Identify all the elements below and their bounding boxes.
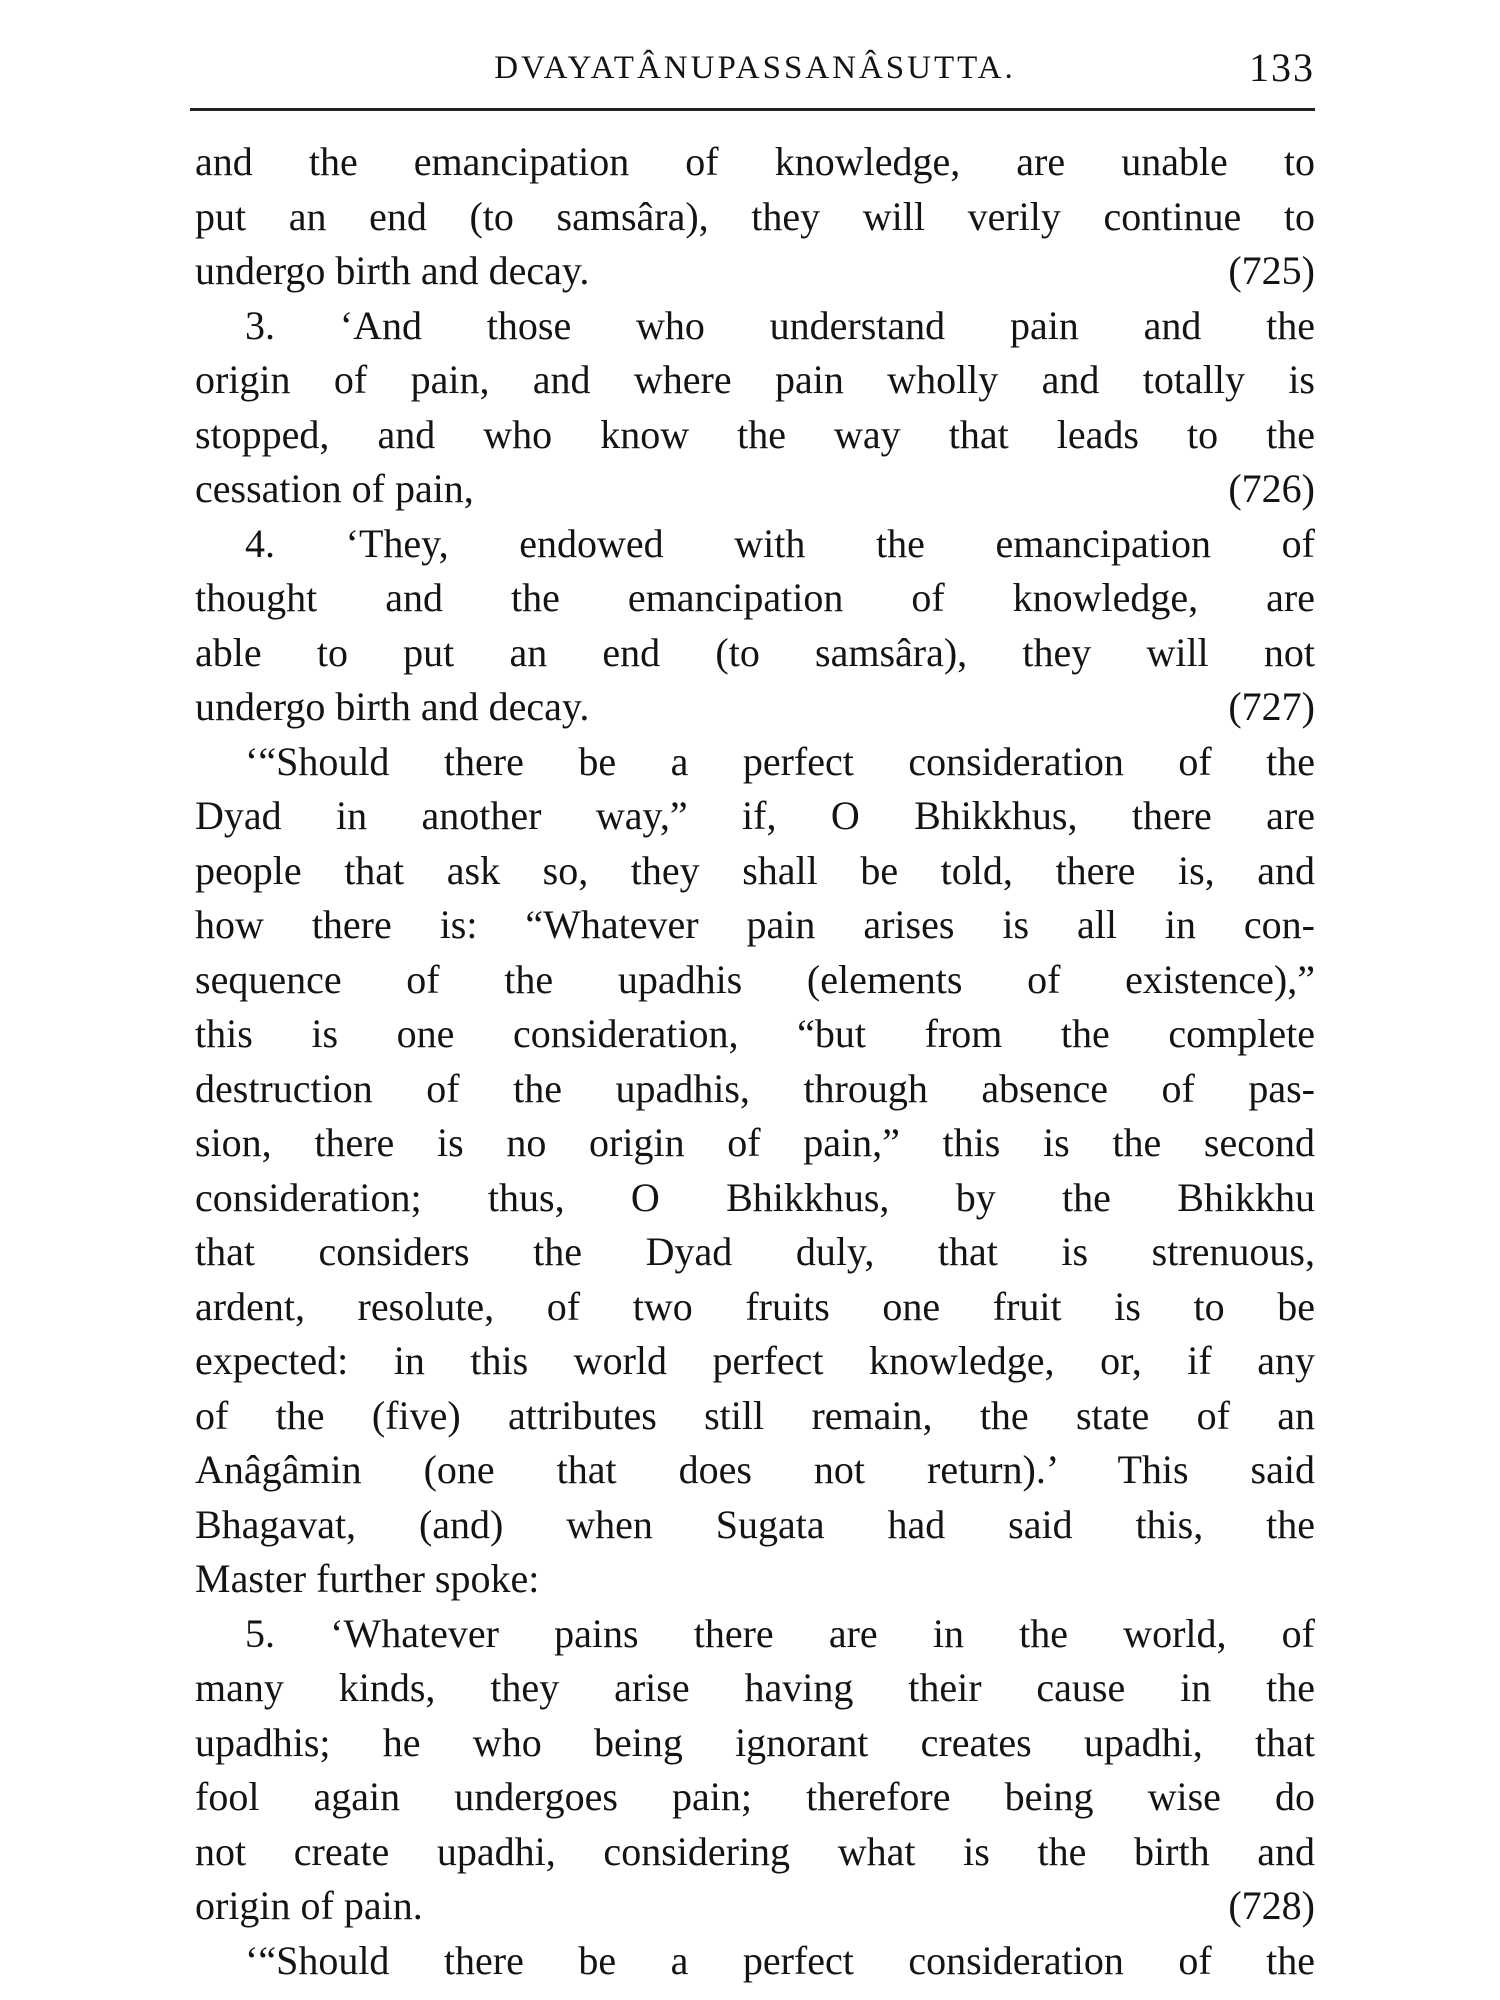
- text-line: Dyad in another way,” if, O Bhikkhus, there are: [195, 793, 1315, 838]
- text-line: that considers the Dyad duly, that is strenuous,: [195, 1229, 1315, 1274]
- text-line: ‘“Should there be a perfect consideration of the: [245, 738, 1315, 784]
- text-line: [195, 462, 1315, 517]
- running-head: [195, 38, 1315, 98]
- text-line: Master further spoke:: [195, 1556, 540, 1601]
- text-line: 4. ‘They, endowed with the emancipation of: [245, 520, 1315, 566]
- text-line: of the (five) attributes still remain, the state of an: [195, 1392, 1315, 1438]
- line-text: undergo birth and decay.: [195, 248, 590, 293]
- verse-number: (725): [1228, 248, 1315, 293]
- text-line: upadhis; he who being ignorant creates upadhi, that: [195, 1719, 1315, 1765]
- text-line: 5. ‘Whatever pains there are in the world, of: [245, 1610, 1315, 1656]
- text-line: destruction of the upadhis, through absence of pas-: [195, 1065, 1315, 1111]
- text-line: able to put an end (to samsâra), they will not: [195, 629, 1315, 675]
- body-text: [195, 135, 1315, 1988]
- text-line: [195, 680, 1315, 735]
- line-text: undergo birth and decay.: [195, 684, 590, 729]
- text-line: expected: in this world perfect knowledge, or, if any: [195, 1338, 1315, 1383]
- line-text: origin of pain.: [195, 1883, 423, 1928]
- text-line: many kinds, they arise having their cause in the: [195, 1665, 1315, 1710]
- page-number: 133: [1249, 45, 1315, 90]
- text-line: ‘“Should there be a perfect consideration of the: [245, 1937, 1315, 1983]
- text-line: this is one consideration, “but from the complete: [195, 1011, 1315, 1056]
- text-line: origin of pain, and where pain wholly and totally is: [195, 357, 1315, 402]
- text-line: 3. ‘And those who understand pain and the: [245, 302, 1315, 348]
- header-rule: [190, 108, 1315, 111]
- verse-number: (728): [1228, 1883, 1315, 1928]
- text-line: put an end (to samsâra), they will verily continue to: [195, 193, 1315, 239]
- text-line: sequence of the upadhis (elements of existence),”: [195, 956, 1315, 1002]
- text-line: Bhagavat, (and) when Sugata had said this, the: [195, 1501, 1315, 1547]
- verse-number: (726): [1228, 466, 1315, 511]
- text-line: fool again undergoes pain; therefore being wise do: [195, 1774, 1315, 1819]
- verse-number: (727): [1228, 684, 1315, 729]
- text-line: consideration; thus, O Bhikkhus, by the Bhikkhu: [195, 1174, 1315, 1220]
- text-line: [195, 1879, 1315, 1934]
- line-text: cessation of pain,: [195, 466, 474, 511]
- text-line: people that ask so, they shall be told, there is, and: [195, 847, 1315, 893]
- text-line: ardent, resolute, of two fruits one fruit is to be: [195, 1283, 1315, 1329]
- text-line: how there is: “Whatever pain arises is all in con-: [195, 902, 1315, 947]
- text-line: [195, 244, 1315, 299]
- text-line: sion, there is no origin of pain,” this is the second: [195, 1120, 1315, 1165]
- running-title: DVAYATÂNUPASSANÂSUTTA.: [494, 50, 1016, 86]
- text-line: thought and the emancipation of knowledge, are: [195, 575, 1315, 620]
- text-line: and the emancipation of knowledge, are unable to: [195, 139, 1315, 184]
- text-line: not create upadhi, considering what is the birth and: [195, 1828, 1315, 1874]
- text-line: stopped, and who know the way that leads to the: [195, 411, 1315, 457]
- text-line: Anâgâmin (one that does not return).’ This said: [195, 1447, 1315, 1492]
